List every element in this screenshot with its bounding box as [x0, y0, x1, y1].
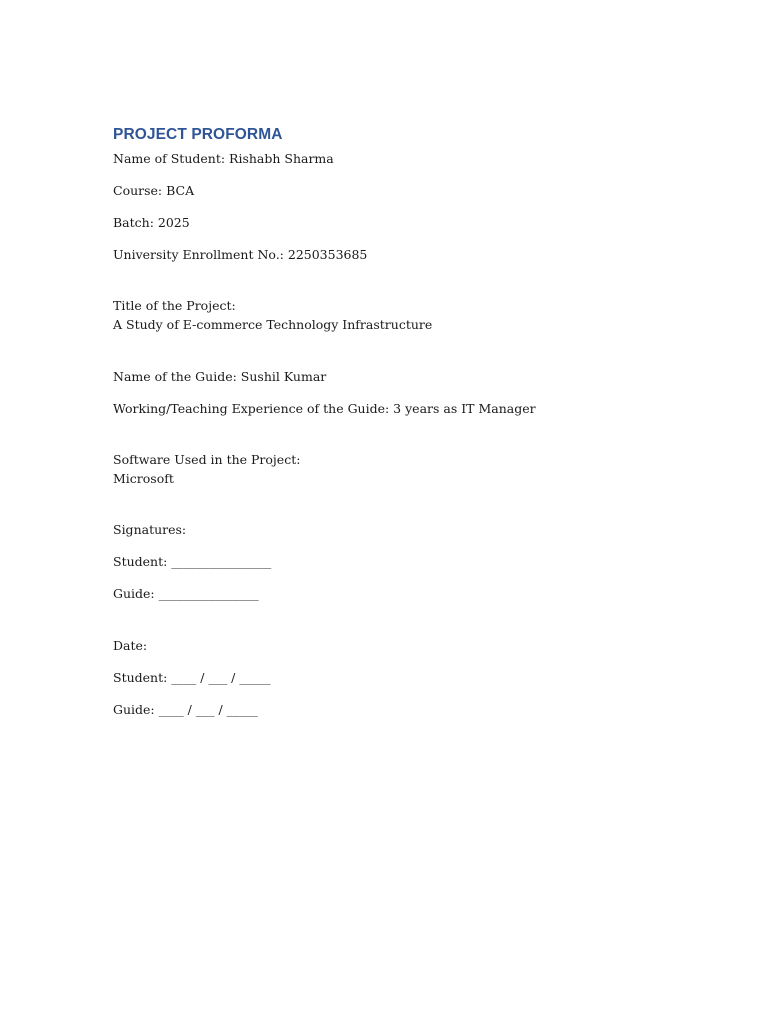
signatures-label: Signatures: — [113, 522, 187, 537]
student-name-line: Name of Student: Rishabh Sharma — [113, 151, 334, 166]
project-title-value: A Study of E-commerce Technology Infrastructure — [113, 317, 433, 332]
signature-guide-line: Guide: ________________ — [113, 586, 259, 601]
software-label: Software Used in the Project: — [113, 452, 301, 467]
guide-name-line: Name of the Guide: Sushil Kumar — [113, 369, 327, 384]
date-label: Date: — [113, 638, 148, 653]
enrollment-line: University Enrollment No.: 2250353685 — [113, 247, 368, 262]
signature-student-line: Student: ________________ — [113, 554, 272, 569]
software-value: Microsoft — [113, 471, 174, 486]
course-line: Course: BCA — [113, 183, 195, 198]
date-student-line: Student: ____ / ___ / _____ — [113, 670, 271, 685]
batch-line: Batch: 2025 — [113, 215, 190, 230]
guide-experience-line: Working/Teaching Experience of the Guide: 3 years as IT Manager — [113, 401, 536, 416]
page-title: PROJECT PROFORMA — [113, 126, 283, 143]
project-title-label: Title of the Project: — [113, 298, 236, 313]
date-guide-line: Guide: ____ / ___ / _____ — [113, 702, 258, 717]
